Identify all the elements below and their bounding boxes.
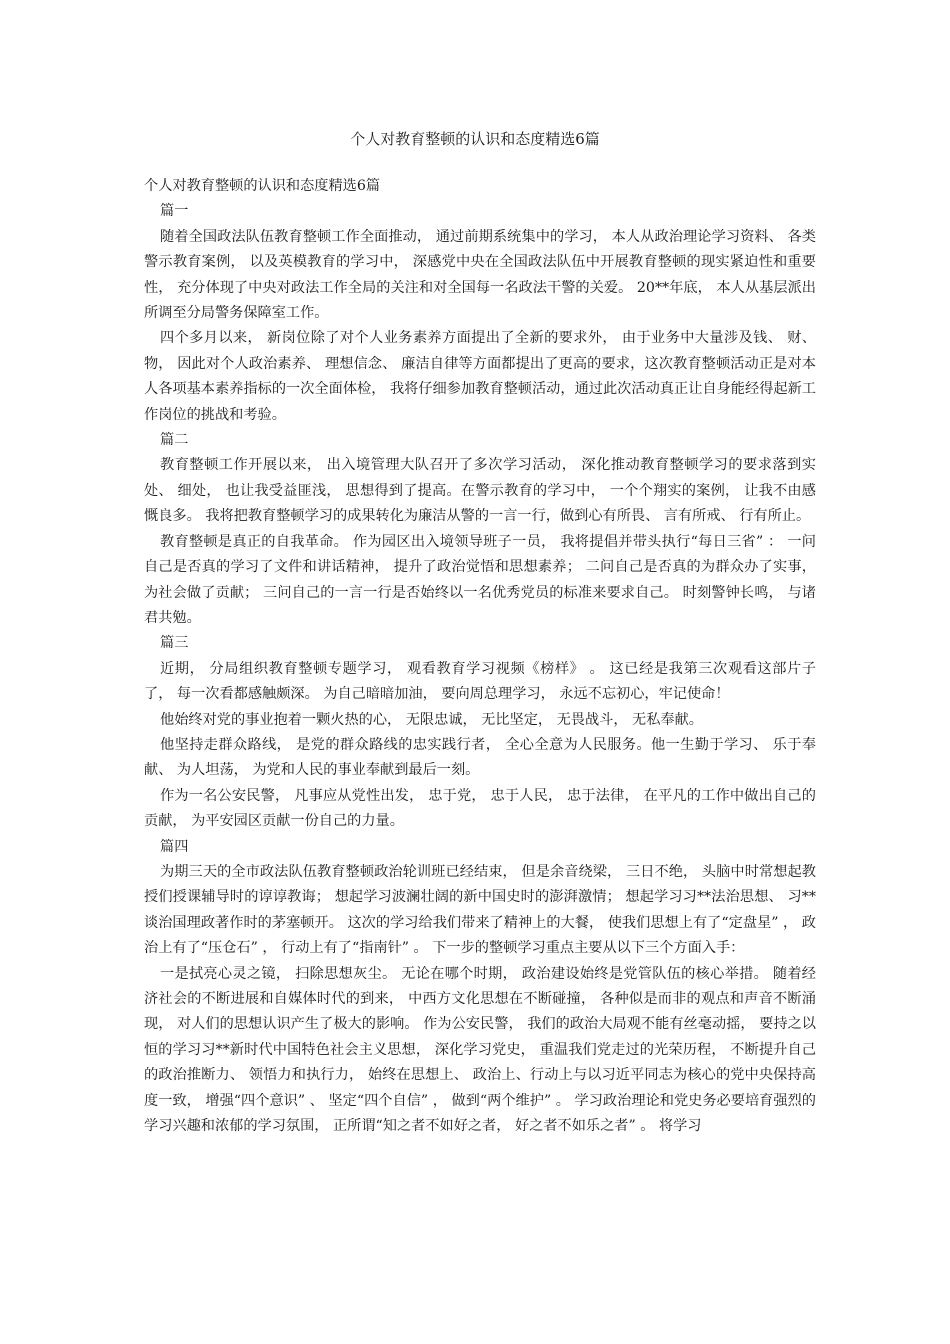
section-heading-3: 篇三 (160, 635, 189, 652)
section-heading-1: 篇一 (160, 203, 189, 220)
paragraph: 教育整顿工作开展以来， 出入境管理大队召开了多次学习活动， 深化推动教育整顿学习的要求落到实处、 细处， 也让我受益匪浅， 思想得到了提高。在警示教育的学习中， 一个个翔实的案例， 让我不由感慨良多。 我将把教育整顿学习的成果转化为廉洁从警的一言一行，做到心有所畏、 言有所戒、 行有所止。 (144, 457, 816, 525)
document-title: 个人对教育整顿的认识和态度精选6篇 (350, 130, 600, 148)
paragraph: 近期， 分局组织教育整顿专题学习， 观看教育学习视频《榜样》 。 这已经是我第三次观看这部片子了， 每一次看都感触颇深。 为自己暗暗加油， 要向周总理学习， 永远不忘初心，牢记使命！ (144, 660, 816, 703)
document-body (144, 174, 816, 1139)
section-heading-2: 篇二 (160, 432, 189, 449)
paragraph: 教育整顿是真正的自我革命。 作为园区出入境领导班子一员， 我将提倡并带头执行“每日三省” ： 一问自己是否真的学习了文件和讲话精神， 提升了政治觉悟和思想素养； 二问自己是否真的为群众办了实事， 为社会做了贡献； 三问自己的一言一行是否始终以一名优秀党员的标准来要求自己。 时刻警钟长鸣， 与诸君共勉。 (144, 533, 816, 626)
document-subtitle: 个人对教育整顿的认识和态度精选6篇 (144, 178, 381, 194)
paragraph: 他始终对党的事业抱着一颗火热的心， 无限忠诚， 无比坚定， 无畏战斗， 无私奉献。 (160, 711, 703, 728)
paragraph: 一是拭亮心灵之镜， 扫除思想灰尘。 无论在哪个时期， 政治建设始终是党管队伍的核心举措。 随着经济社会的不断进展和自媒体时代的到来， 中西方文化思想在不断碰撞， 各种似是而非的观点和声音不断涌现， 对人们的思想认识产生了极大的影响。 作为公安民警， 我们的政治大局观不能有丝毫动摇， 要持之以恒的学习习**新时代中国特色社会主义思想， 深化学习党史， 重温我们党走过的光荣历程， 不断提升自己的政治推断力、 领悟力和执行力， 始终在思想上、 政治上、行动上与以习近平同志为核心的党中央保持高度一致， 增强“四个意识” 、 坚定“四个自信” ， 做到“两个维护” 。 学习政治理论和党史务必要培育强烈的学习兴趣和浓郁的学习氛围， 正所谓“知之者不如好之者， 好之者不如乐之者” 。 将学习 (144, 965, 816, 1135)
paragraph: 为期三天的全市政法队伍教育整顿政治轮训班已经结束， 但是余音绕梁， 三日不绝， 头脑中时常想起教授们授课辅导时的谆谆教诲； 想起学习波澜壮阔的新中国史时的澎湃激情； 想起学习习**法治思想、 习**谈治国理政著作时的茅塞顿开。 这次的学习给我们带来了精神上的大餐， 使我们思想上有了“定盘星” ， 政治上有了“压仓石” ， 行动上有了“指南针” 。 下一步的整顿学习重点主要从以下三个方面入手： (144, 863, 816, 957)
paragraph: 他坚持走群众路线， 是党的群众路线的忠实践行者， 全心全意为人民服务。他一生勤于学习、 乐于奉献、 为人坦荡， 为党和人民的事业奉献到最后一刻。 (144, 736, 816, 779)
paragraph: 随着全国政法队伍教育整顿工作全面推动， 通过前期系统集中的学习， 本人从政治理论学习资料、 各类警示教育案例， 以及英模教育的学习中， 深感党中央在全国政法队伍中开展教育整顿的现实紧迫性和重要性， 充分体现了中央对政法工作全局的关注和对全国每一名政法干警的关爱。 20**年底， 本人从基层派出所调至分局警务保障室工作。 (144, 228, 816, 322)
paragraph: 作为一名公安民警， 凡事应从党性出发， 忠于党， 忠于人民， 忠于法律， 在平凡的工作中做出自己的贡献， 为平安园区贡献一份自己的力量。 (144, 787, 816, 830)
section-heading-4: 篇四 (160, 838, 189, 855)
paragraph: 四个多月以来， 新岗位除了对个人业务素养方面提出了全新的要求外， 由于业务中大量涉及钱、 财、 物， 因此对个人政治素养、 理想信念、 廉洁自律等方面都提出了更高的要求，这次教育整顿活动正是对本人各项基本素养指标的一次全面体检， 我将仔细参加教育整顿活动，通过此次活动真正让自身能经得起新工作岗位的挑战和考验。 (144, 330, 816, 423)
